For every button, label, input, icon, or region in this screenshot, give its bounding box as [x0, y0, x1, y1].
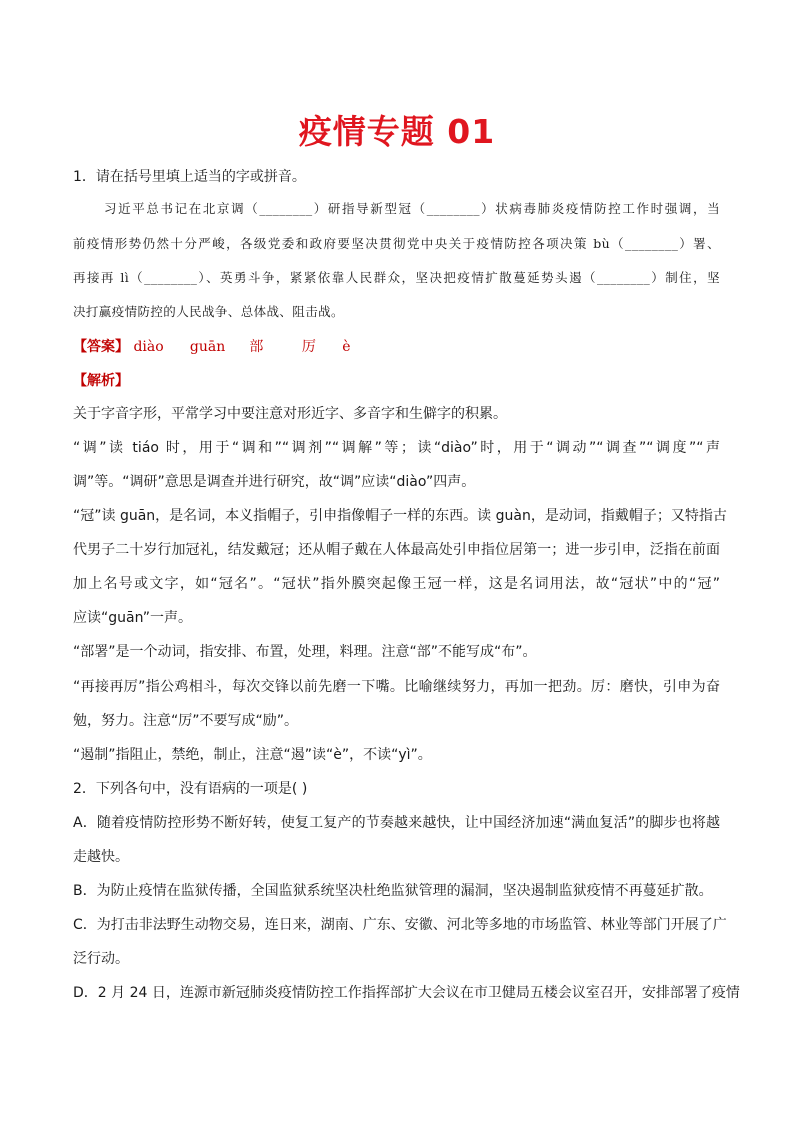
passage-line-4: 决打赢疫情防控的人民战争、总体战、阻击战。	[73, 304, 344, 319]
question-2-stem: 2．下列各句中，没有语病的一项是( )	[73, 781, 308, 797]
passage-line-1: 习近平总书记在北京调（________）研指导新型冠（________）状病毒肺炎疫情防控工作时强调，当	[104, 201, 720, 216]
analysis-line: “遏制”指阻止，禁绝，制止，注意“遏”读“è”，不读“yì”。	[73, 747, 432, 763]
answer-item: 厉	[301, 339, 316, 355]
analysis-line: “冠”读 guān，是名词，本义指帽子，引申指像帽子一样的东西。读 guàn，是动词，指戴帽子；又特指古	[73, 508, 727, 524]
analysis-line: 应读“guān”一声。	[73, 610, 192, 626]
analysis-line: “调”读 tiáo 时，用于“调和”“调剂”“调解”等；读“diào”时，用于“调动”“调查”“调度”“声	[73, 440, 720, 456]
option-c-line-1: C．为打击非法野生动物交易，连日来，湖南、广东、安徽、河北等多地的市场监管、林业等部门开展了广	[73, 917, 727, 933]
analysis-label: 【解析】	[73, 373, 129, 389]
option-a-line-1: A．随着疫情防控形势不断好转，使复工复产的节奏越来越快，让中国经济加速“满血复活”的脚步也将越	[73, 815, 720, 831]
answer-item: diào	[133, 339, 164, 355]
answer-row	[73, 337, 351, 357]
passage-line-2: 前疫情形势仍然十分严峻，各级党委和政府要坚决贯彻党中央关于疫情防控各项决策 bù（________）署、	[73, 236, 720, 251]
analysis-line: 调”等。“调研”意思是调查并进行研究，故“调”应读“diào”四声。	[73, 474, 476, 490]
answer-label: 【答案】	[73, 339, 129, 355]
document-title: 疫情专题 01	[298, 112, 496, 151]
analysis-line: “部署”是一个动词，指安排、布置，处理，料理。注意“部”不能写成“布”。	[73, 644, 537, 660]
analysis-line: 代男子二十岁行加冠礼，结发戴冠；还从帽子戴在人体最高处引申指位居第一；进一步引申，泛指在前面	[73, 542, 720, 558]
option-b: B．为防止疫情在监狱传播，全国监狱系统坚决杜绝监狱管理的漏洞，坚决遏制监狱疫情不再蔓延扩散。	[73, 883, 713, 899]
option-c-line-2: 泛行动。	[73, 951, 129, 967]
analysis-line: 加上名号或文字，如“冠名”。“冠状”指外膜突起像王冠一样，这是名词用法，故“冠状”中的“冠”	[73, 576, 720, 592]
answer-item: 部	[249, 339, 264, 355]
analysis-line: 勉，努力。注意“厉”不要写成“励”。	[73, 713, 299, 729]
option-d-line-1: D．2 月 24 日，连源市新冠肺炎疫情防控工作指挥部扩大会议在市卫健局五楼会议室召开，安排部署了疫情	[73, 985, 740, 1001]
analysis-line: 关于字音字形，平常学习中要注意对形近字、多音字和生僻字的积累。	[73, 406, 507, 422]
analysis-line: “再接再厉”指公鸡相斗，每次交锋以前先磨一下嘴。比喻继续努力，再加一把劲。厉：磨快，引申为奋	[73, 679, 720, 695]
passage-line-3: 再接再 lì（________）、英勇斗争，紧紧依靠人民群众，坚决把疫情扩散蔓延势头遏（________）制住，坚	[73, 270, 720, 285]
question-1-stem: 1．请在括号里填上适当的字或拼音。	[73, 169, 306, 185]
option-a-line-2: 走越快。	[73, 849, 129, 865]
answer-item: è	[342, 339, 351, 355]
answer-item: guān	[189, 339, 226, 355]
